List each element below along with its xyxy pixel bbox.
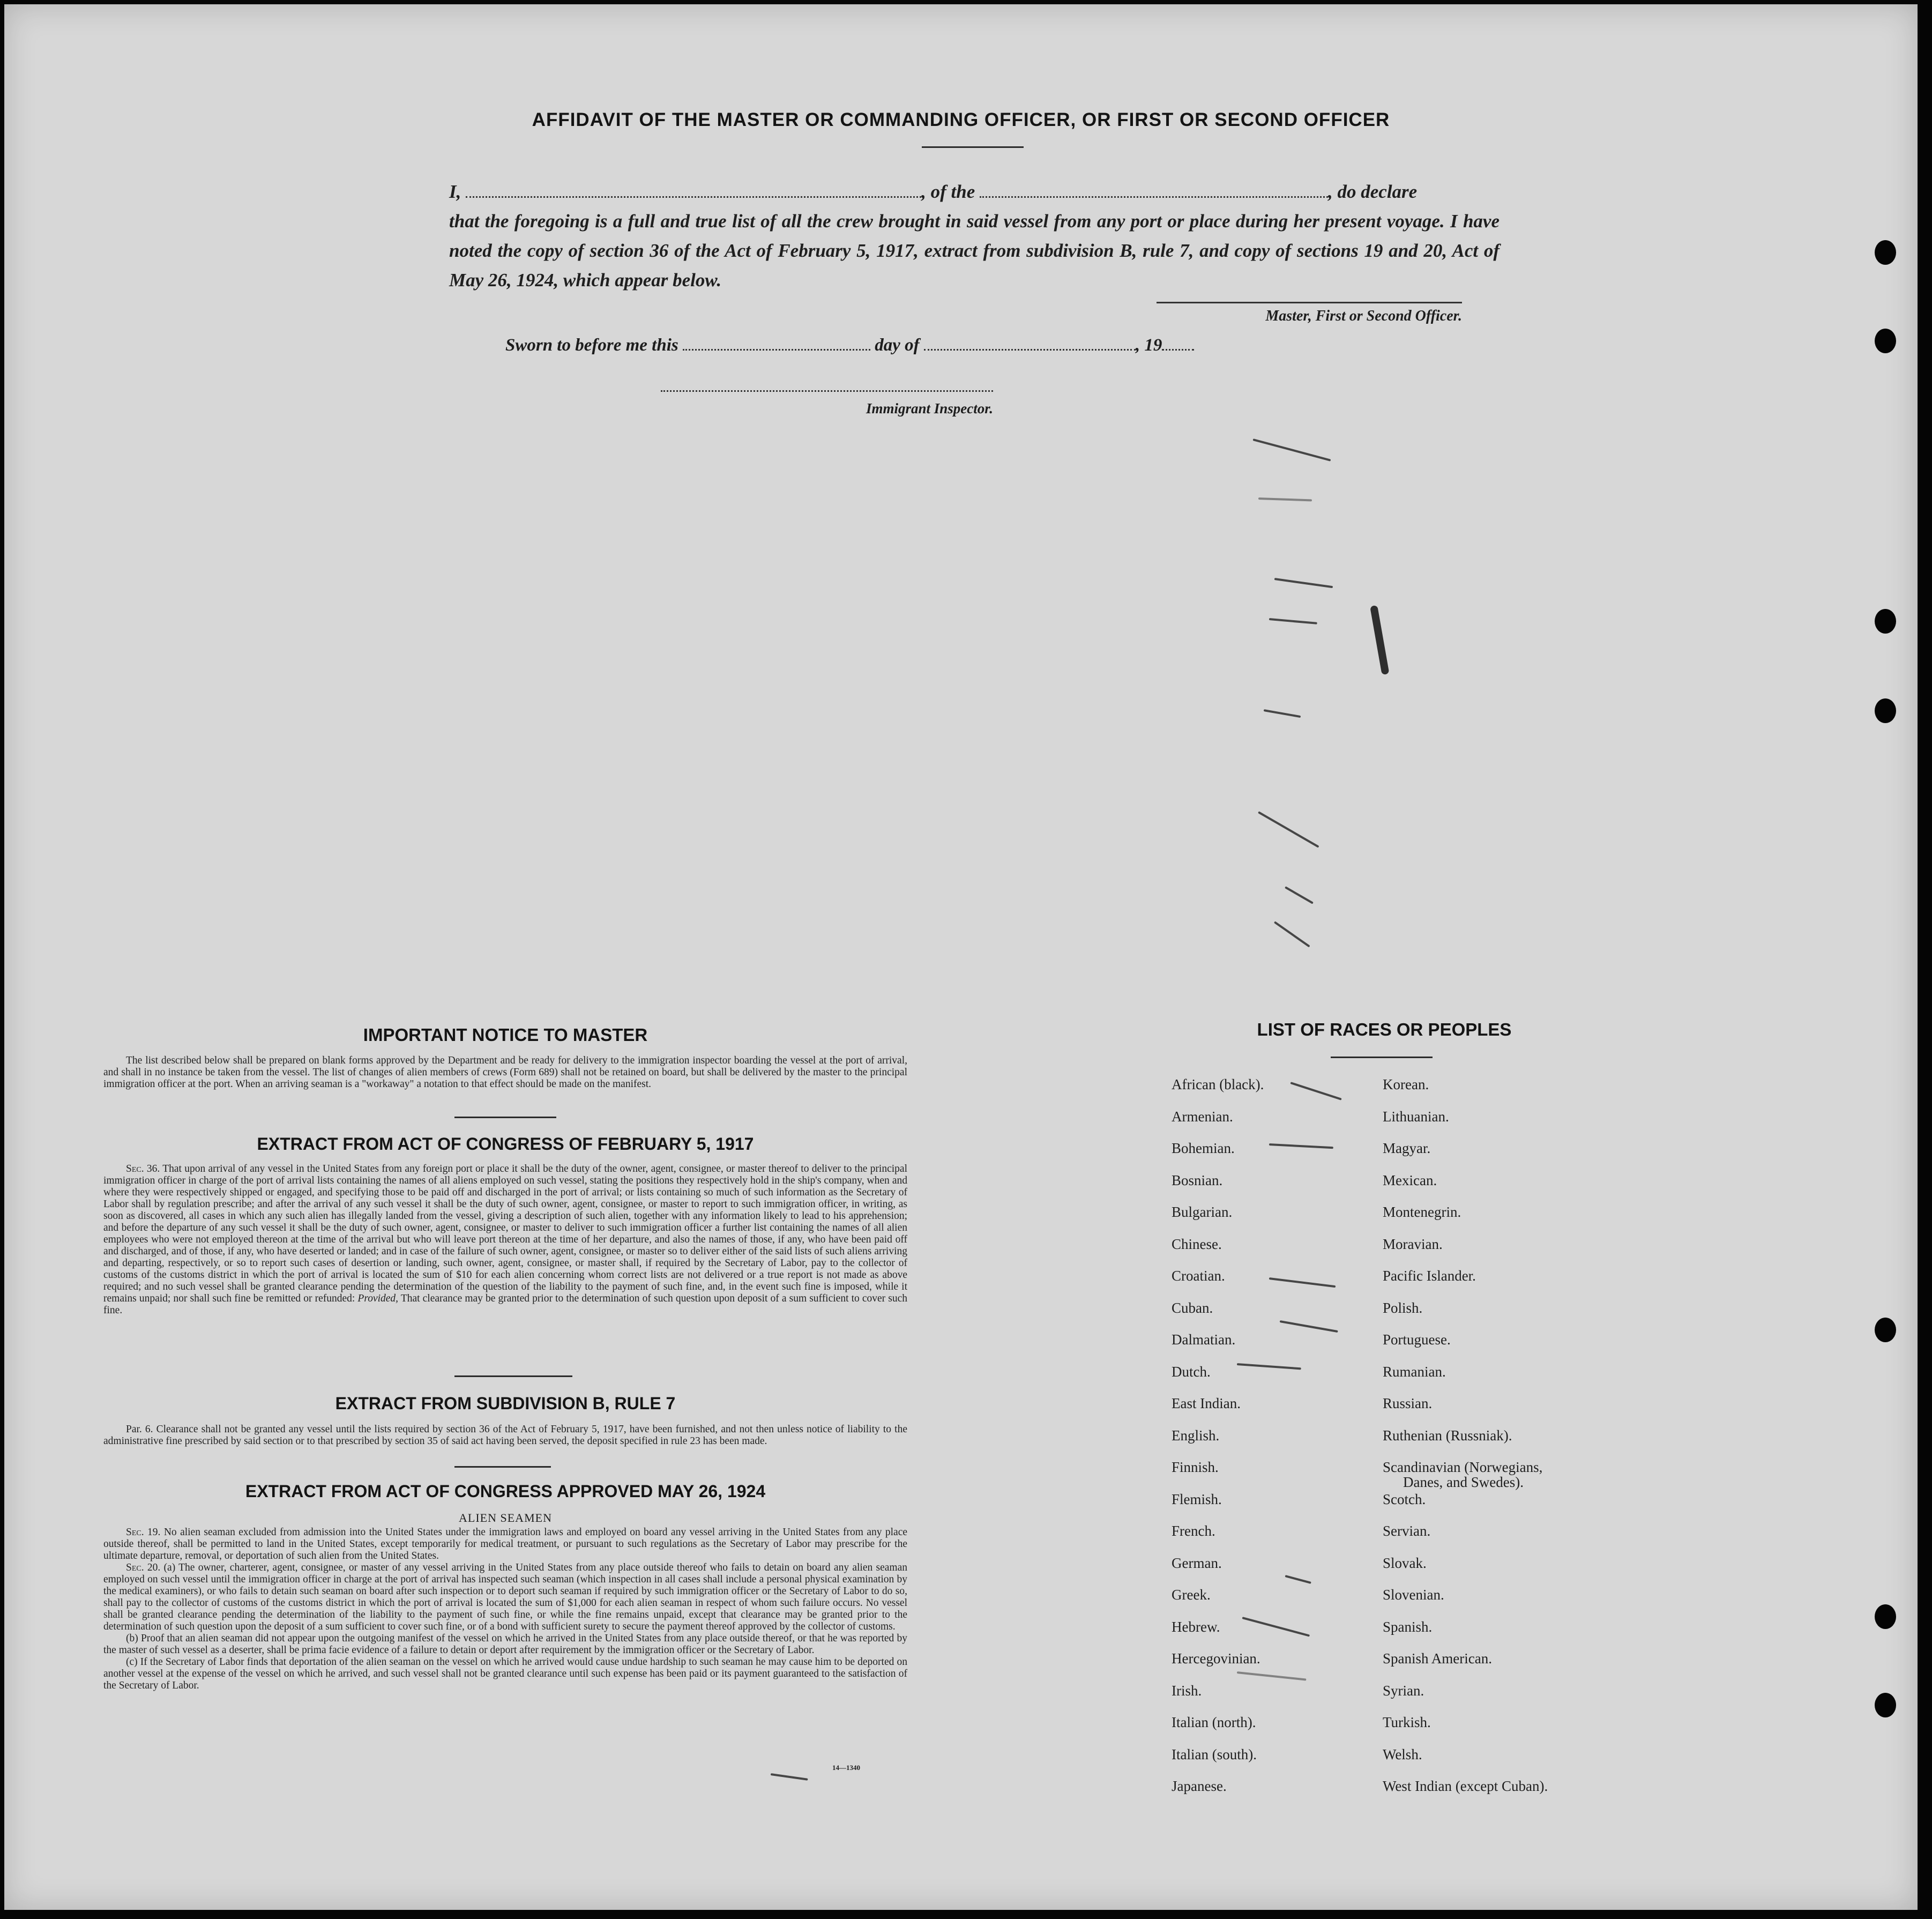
pen-mark	[1285, 1575, 1311, 1584]
race-item: Italian (north).	[1172, 1714, 1256, 1730]
punch-hole	[1875, 240, 1896, 265]
race-item: Portuguese.	[1383, 1332, 1451, 1348]
divider	[454, 1375, 572, 1377]
race-item: Dalmatian.	[1172, 1332, 1236, 1348]
important-notice-paragraph: The list described below shall be prepared on blank forms approved by the Department and be ready for delivery to the immigration inspector boarding the vessel at the port of arrival, and shall in no instance be taken from the vessel. The list of changes of alien members of crews (Form 689) shall not be retained on board, but shall be delivered by the master to the principal immigration officer at the port. When an arriving seaman is a "workaway" a notation to that effect should be made on the manifest.	[103, 1055, 907, 1090]
race-item: Spanish American.	[1383, 1650, 1492, 1667]
race-item: Danes, and Swedes).	[1403, 1474, 1524, 1490]
affidavit-declaration: that the foregoing is a full and true list of all the crew brought in said vessel from any port or place during her present voyage. I have noted the copy of section 36 of the Act of February 5, 1917, extract from subdivision B, rule 7, and copy of sections 19 and 20, Act of May 26, 1924, which appear below.	[449, 211, 1500, 291]
important-notice-text	[103, 1055, 907, 1090]
important-notice-title: IMPORTANT NOTICE TO MASTER	[363, 1025, 648, 1045]
pen-mark	[1370, 605, 1389, 675]
extract-1924-text	[103, 1527, 907, 1692]
race-item: African (black).	[1172, 1076, 1264, 1092]
race-item: Slovenian.	[1383, 1587, 1444, 1603]
pen-mark	[1274, 921, 1310, 947]
section-20b-text: (b) Proof that an alien seaman did not appear upon the outgoing manifest of the vessel on which he arrived in the United States from any place outside thereof, or that he was reported by the master of such vessel as a deserter, shall be prima facie evidence of a failure to detain or deport after requirement by the immigration officer or the Secretary of Labor.	[103, 1633, 907, 1656]
pen-mark	[771, 1773, 808, 1781]
race-item: French.	[1172, 1523, 1215, 1539]
sworn-prefix: Sworn to before me this	[505, 336, 678, 355]
pen-mark	[1274, 578, 1333, 588]
race-item: Bosnian.	[1172, 1172, 1223, 1188]
section-19-text: No alien seaman excluded from admission into the United States under the immigration laws and employed on board any vessel arriving in the United States from any place outside thereof, shall be permitted to land in the United States, except temporarily for medical treatment, or pursuant to such regulations as the Secretary of Labor may prescribe for the ultimate departure, removal, or deportation of such alien from the United States.	[103, 1527, 908, 1561]
sworn-year-label: , 19	[1135, 336, 1162, 355]
affidavit-text	[449, 177, 1500, 295]
divider	[1331, 1057, 1433, 1058]
race-item: Scotch.	[1383, 1491, 1426, 1507]
race-item: Croatian.	[1172, 1268, 1225, 1284]
punch-hole	[1875, 609, 1896, 634]
section-20c-text: (c) If the Secretary of Labor finds that deportation of the alien seaman on the vessel on which he arrived would cause undue hardship to such seaman he may cause him to be deported on another vessel at the expense of the vessel on which he arrived, and such vessel shall not be granted clearance until such expense has been paid or its payment guaranteed to the satisfaction of the Secretary of Labor.	[103, 1656, 907, 1691]
race-item: Lithuanian.	[1383, 1108, 1449, 1125]
race-item: English.	[1172, 1427, 1220, 1444]
race-item: Welsh.	[1383, 1746, 1422, 1762]
race-item: Ruthenian (Russniak).	[1383, 1427, 1512, 1444]
extract-1924-title: EXTRACT FROM ACT OF CONGRESS APPROVED MAY 26, 1924	[245, 1482, 766, 1501]
race-item: Hebrew.	[1172, 1618, 1220, 1635]
divider	[454, 1117, 556, 1118]
signature-line	[661, 390, 993, 392]
pen-mark	[1258, 497, 1312, 501]
month-blank	[924, 338, 1136, 351]
race-item: Bohemian.	[1172, 1140, 1235, 1156]
race-item: Slovak.	[1383, 1554, 1427, 1571]
sworn-day-label: day of	[875, 336, 920, 355]
section-label: Sec. 20.	[126, 1562, 161, 1573]
name-blank	[466, 185, 921, 198]
divider	[454, 1466, 551, 1468]
provided-word: Provided,	[357, 1293, 399, 1304]
race-item: Cuban.	[1172, 1299, 1213, 1316]
punch-hole	[1875, 329, 1896, 353]
race-item: Italian (south).	[1172, 1746, 1257, 1762]
master-signature-label: Master, First or Second Officer.	[1265, 308, 1462, 324]
vessel-blank	[980, 185, 1328, 198]
race-item: Bulgarian.	[1172, 1204, 1233, 1220]
race-item: Greek.	[1172, 1587, 1211, 1603]
race-item: Rumanian.	[1383, 1363, 1446, 1380]
race-item: Turkish.	[1383, 1714, 1431, 1730]
race-item: Armenian.	[1172, 1108, 1233, 1125]
signature-line	[1157, 302, 1462, 303]
inspector-label: Immigrant Inspector.	[866, 400, 993, 416]
punch-hole	[1875, 698, 1896, 723]
section-text: That upon arrival of any vessel in the United States from any foreign port or place it shall be the duty of the owner, agent, consignee, or master thereof to deliver to the principal immigration officer in charge of the port of arrival lists containing the names of all aliens employed on such vessel, stating the positions they respectively hold in the ship's company, when and where they were respectively shipped or engaged, and specifying those to be paid off and discharged in the port of arrival; or lists containing so much of such information as the Secretary of Labor shall by regulation prescribe; and after the arrival of any such vessel it shall be the duty of such owner, agent, consignee, or master to report to such immigration officer, in writing, as soon as discovered, all cases in which any such alien has illegally landed from the vessel, giving a description of such alien, together with any information likely to lead to his apprehension; and before the departure of any such vessel it shall be the duty of such owner, agent, consignee, or master to deliver to such immigration officer a further list containing the names of all alien employees who were not employed thereon at the time of the arrival but who will leave port thereon at the time of her departure, and also the names of those, if any, who have been paid off and discharged, and of those, if any, who have deserted or landed; and in case of the failure of such owner, agent, consignee, or master so to deliver either of the said lists of such aliens arriving and departing, respectively, or so to report such cases of desertion or landing, such owner, agent, consignee, or master shall, if required by the Secretary of Labor, pay to the collector of customs of the customs district in which the port of arrival is located the sum of $10 for each alien concerning whom correct lists are not delivered or a true report is not made as above required; and no such vessel shall be granted clearance pending the determination of the question of the liability to the payment of such fine, and, in the event such fine is imposed, while it remains unpaid; nor shall such fine be remitted or refunded:	[103, 1163, 907, 1304]
affidavit-title: AFFIDAVIT OF THE MASTER OR COMMANDING OFFICER, OR FIRST OR SECOND OFFICER	[532, 109, 1390, 130]
race-item: Korean.	[1383, 1076, 1429, 1092]
race-item: Hercegovinian.	[1172, 1650, 1260, 1667]
of-the-label: , of the	[921, 181, 975, 202]
inspector-signature	[661, 390, 993, 417]
races-title: LIST OF RACES OR PEOPLES	[1257, 1020, 1512, 1039]
pen-mark	[1252, 438, 1331, 462]
rule7-paragraph: Par. 6. Clearance shall not be granted any vessel until the lists required by section 36 of the Act of February 5, 1917, have been furnished, and not then unless notice of liability to the administrative fine prescribed by said section or to that prescribed by section 35 of said act having been served, the deposit specified in rule 23 has been made.	[103, 1424, 907, 1447]
race-item: Finnish.	[1172, 1459, 1219, 1475]
pen-mark	[1237, 1363, 1301, 1370]
race-item: Servian.	[1383, 1523, 1431, 1539]
pen-mark	[1237, 1671, 1307, 1681]
race-item: Japanese.	[1172, 1778, 1227, 1794]
pen-mark	[1285, 886, 1314, 904]
race-item: Spanish.	[1383, 1618, 1433, 1635]
alien-seamen-subtitle: ALIEN SEAMEN	[459, 1511, 552, 1524]
race-item: Flemish.	[1172, 1491, 1222, 1507]
punch-hole	[1875, 1318, 1896, 1342]
document-page	[4, 4, 1918, 1910]
pen-mark	[1264, 709, 1301, 718]
race-item: Polish.	[1383, 1299, 1423, 1316]
race-item: Moravian.	[1383, 1236, 1443, 1252]
race-item: Dutch.	[1172, 1363, 1211, 1380]
divider	[922, 146, 1024, 148]
race-item: Syrian.	[1383, 1682, 1424, 1699]
extract-rule7-text	[103, 1424, 907, 1447]
race-item: Pacific Islander.	[1383, 1268, 1476, 1284]
section-label: Sec. 36.	[126, 1163, 160, 1174]
sworn-statement	[505, 336, 1194, 355]
day-blank	[683, 338, 870, 351]
pen-mark	[1258, 811, 1319, 847]
extract-rule7-title: EXTRACT FROM SUBDIVISION B, RULE 7	[335, 1394, 676, 1413]
do-declare-label: , do declare	[1328, 181, 1418, 202]
pen-mark	[1280, 1320, 1338, 1333]
pen-mark	[1269, 1277, 1336, 1288]
extract-1917-text	[103, 1163, 907, 1316]
punch-hole	[1875, 1693, 1896, 1717]
race-item: Russian.	[1383, 1395, 1433, 1411]
race-item: German.	[1172, 1554, 1222, 1571]
punch-hole	[1875, 1604, 1896, 1629]
master-signature	[1157, 302, 1462, 325]
i-label: I,	[449, 181, 461, 202]
pen-mark	[1269, 618, 1317, 624]
race-item: East Indian.	[1172, 1395, 1241, 1411]
pen-mark	[1269, 1143, 1333, 1149]
race-item: Irish.	[1172, 1682, 1202, 1699]
race-item: Chinese.	[1172, 1236, 1222, 1252]
race-item: Magyar.	[1383, 1140, 1431, 1156]
year-blank	[1162, 338, 1194, 351]
pen-mark	[1242, 1617, 1310, 1637]
pen-mark	[1290, 1082, 1341, 1100]
race-item: Scandinavian (Norwegians,	[1383, 1459, 1543, 1475]
race-item: West Indian (except Cuban).	[1383, 1778, 1548, 1794]
section-20a-text: (a) The owner, charterer, agent, consignee, or master of any vessel arriving in the United States from any place outside thereof who fails to detain on board any alien seaman employed on such vessel until the immigration officer in charge at the port of arrival has inspected such seaman (which inspection in all cases shall include a personal physical examination by the medical examiners), or who fails to detain such seaman on board after such inspection or to deport such seaman if required by such immigration officer or the Secretary of Labor to do so, shall pay to the collector of customs of the customs district in which the port of arrival is located the sum of $1,000 for each alien seaman in respect of whom such failure occurs. No vessel shall be granted clearance pending the determination of the liability to the payment of such fine, or while the fine remains unpaid, except that clearance may be granted prior to the determination of such question upon the deposit of a sum sufficient to cover such fine, or of a bond with sufficient surety to secure the payment thereof approved by the collector of customs.	[103, 1562, 907, 1632]
race-item: Mexican.	[1383, 1172, 1437, 1188]
form-number: 14—1340	[832, 1764, 860, 1772]
race-item: Montenegrin.	[1383, 1204, 1461, 1220]
section-text-end: That clearance may be granted prior to the determination of such question upon deposit of a sum sufficient to cover such fine.	[103, 1293, 907, 1316]
section-label: Sec. 19.	[126, 1527, 161, 1538]
extract-1917-title: EXTRACT FROM ACT OF CONGRESS OF FEBRUARY 5, 1917	[257, 1134, 754, 1154]
